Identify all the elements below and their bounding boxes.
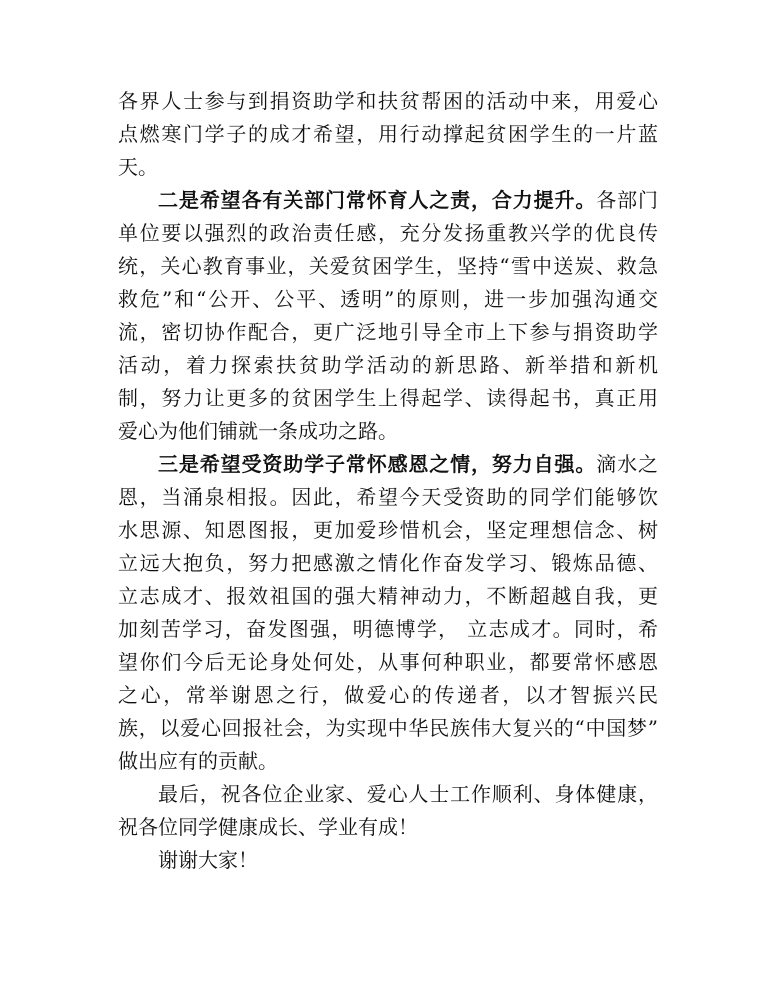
paragraph-closing-wishes bbox=[118, 778, 658, 844]
text-line: 点燃寒门学子的成才希望，用行动撑起贫困学生的一片蓝 bbox=[118, 122, 658, 146]
text-line: 做出应有的贡献。 bbox=[118, 749, 278, 773]
text-line: 救危”和“公开、公平、透明”的原则，进一步加强沟通交 bbox=[118, 287, 658, 311]
text-line: 祝各位同学健康成长、学业有成！ bbox=[118, 815, 418, 839]
text-line: 立远大抱负，努力把感激之情化作奋发学习、锻炼品德、 bbox=[118, 551, 658, 575]
paragraph-departments bbox=[118, 184, 658, 448]
speech-text bbox=[118, 85, 658, 877]
text-line: 活动，着力探索扶贫助学活动的新思路、新举措和新机 bbox=[118, 353, 658, 377]
text-line bbox=[118, 448, 658, 481]
text-line: 天。 bbox=[118, 155, 158, 179]
bold-heading: 二是希望各有关部门常怀育人之责，合力提升。 bbox=[158, 188, 597, 212]
text-line: 立志成才、报效祖国的强大精神动力，不断超越自我，更 bbox=[118, 584, 658, 608]
text-line: 望你们今后无论身处何处，从事何种职业，都要常怀感恩 bbox=[118, 650, 658, 674]
text-line: 谢谢大家！ bbox=[158, 848, 258, 872]
text-line: 流，密切协作配合，更广泛地引导全市上下参与捐资助学 bbox=[118, 320, 658, 344]
text-line bbox=[118, 184, 658, 217]
text-run: 各部门 bbox=[596, 188, 659, 212]
text-line: 各界人士参与到捐资助学和扶贫帮困的活动中来，用爱心 bbox=[118, 89, 658, 113]
text-line: 族，以爱心回报社会，为实现中华民族伟大复兴的“中国梦” bbox=[118, 716, 658, 740]
text-run: 滴水之 bbox=[596, 452, 659, 476]
text-line: 单位要以强烈的政治责任感，充分发扬重教兴学的优良传 bbox=[118, 221, 658, 245]
text-line: 统，关心教育事业，关爱贫困学生，坚持“雪中送炭、救急 bbox=[118, 254, 658, 278]
text-line: 最后，祝各位企业家、爱心人士工作顺利、身体健康， bbox=[158, 782, 658, 806]
text-line: 恩，当涌泉相报。因此，希望今天受资助的同学们能够饮 bbox=[118, 485, 658, 509]
text-line: 爱心为他们铺就一条成功之路。 bbox=[118, 419, 398, 443]
text-line: 水思源、知恩图报，更加爱珍惜机会，坚定理想信念、树 bbox=[118, 518, 658, 542]
paragraph-continuation bbox=[118, 85, 658, 184]
text-line: 制，努力让更多的贫困学生上得起学、读得起书，真正用 bbox=[118, 386, 658, 410]
paragraph-thanks bbox=[118, 844, 658, 877]
paragraph-students bbox=[118, 448, 658, 778]
text-line: 加刻苦学习，奋发图强，明德博学， 立志成才。同时，希 bbox=[118, 617, 658, 641]
text-line: 之心，常举谢恩之行，做爱心的传递者，以才智振兴民 bbox=[118, 683, 658, 707]
bold-heading: 三是希望受资助学子常怀感恩之情，努力自强。 bbox=[158, 452, 597, 476]
